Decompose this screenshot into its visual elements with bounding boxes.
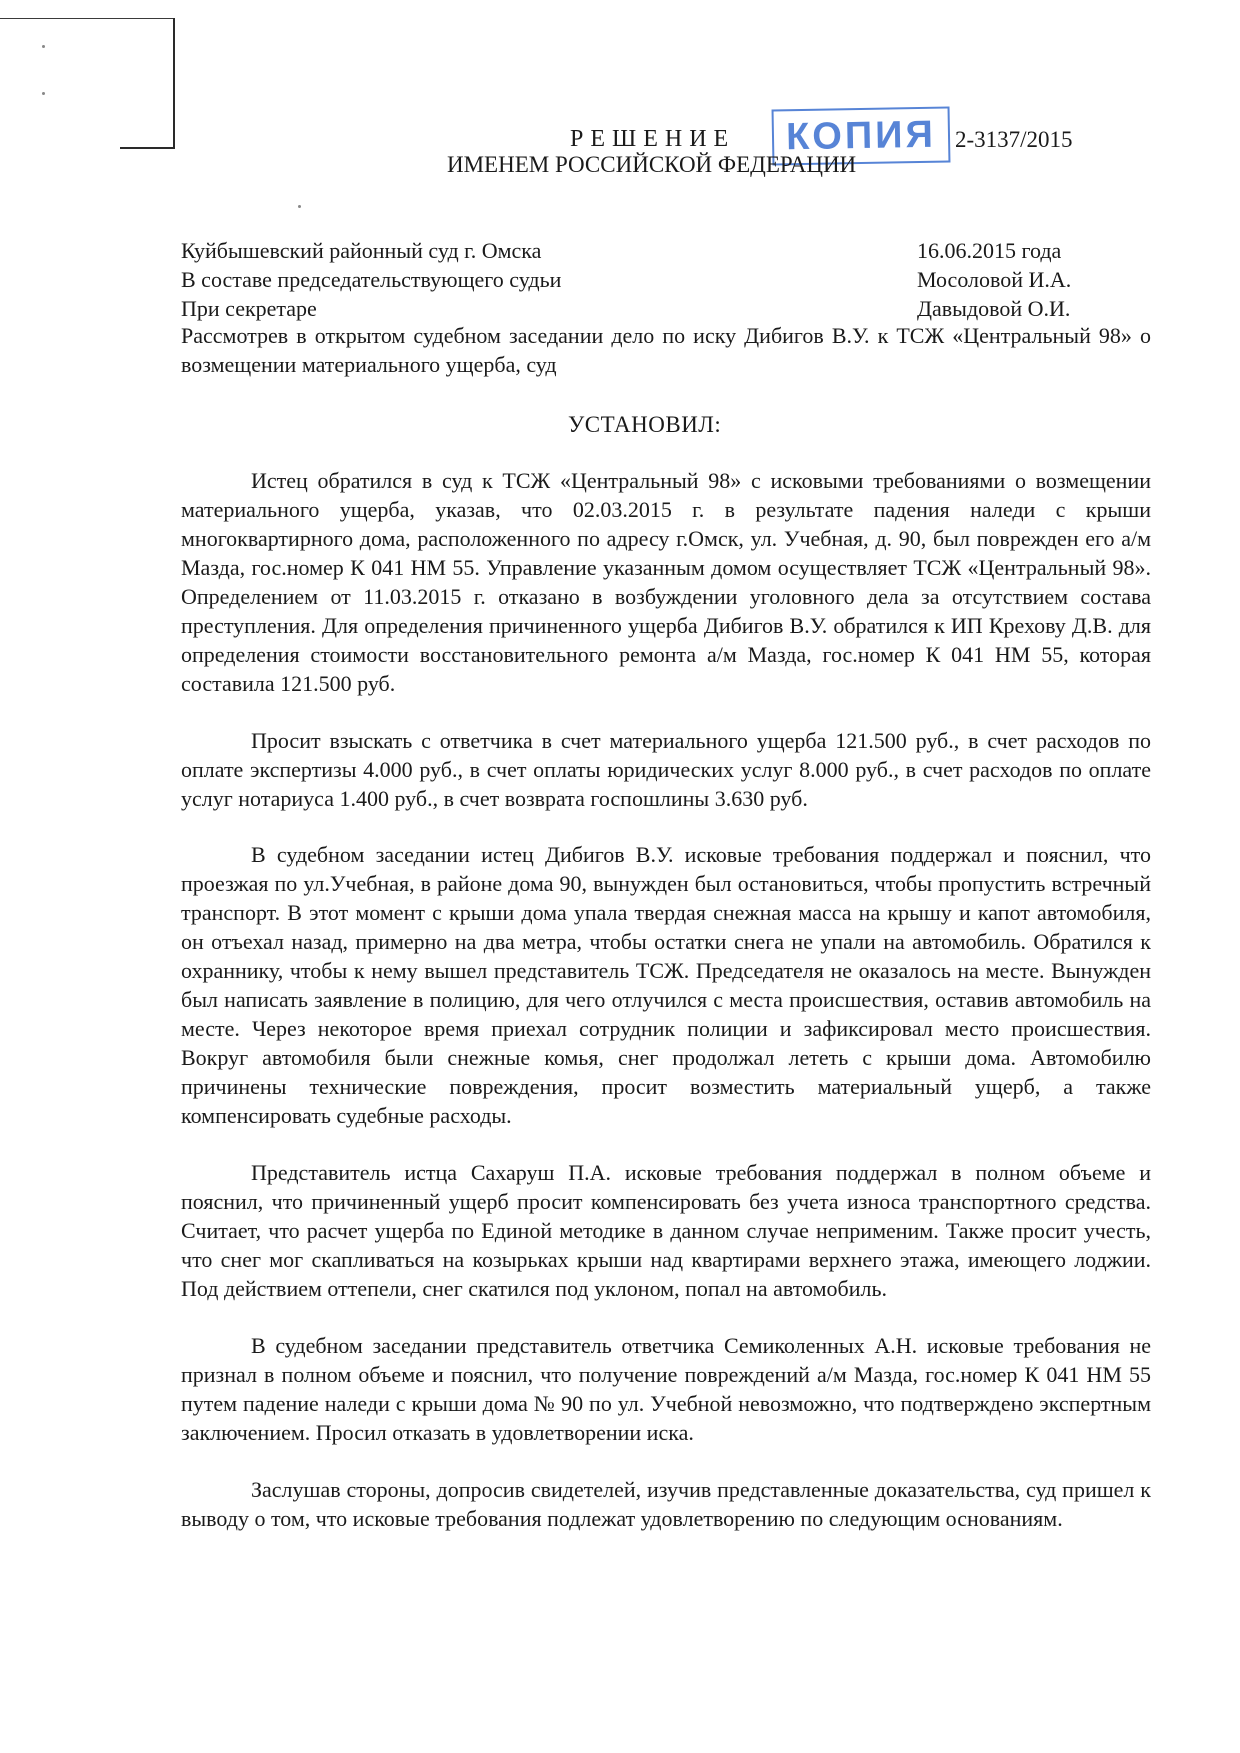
paragraph: Истец обратился в суд к ТСЖ «Центральный 98» с исковыми требованиями о возмещении материального ущерба, указав, что 02.03.2015 г. в результате падения наледи с крыши многоквартирного дома, расположенного по адресу г.Омск, ул. Учебная, д. 90, был поврежден его а/м Мазда, гос.номер К 041 НМ 55. Управление указанным домом осуществляет ТСЖ «Центральный 98». Определением от 11.03.2015 г. отказано в возбуждении уголовного дела за отсутствием состава преступления. Для определения причиненного ущерба Дибигов В.У. обратился к ИП Крехову Д.В. для определения стоимости восстановительного ремонта а/м Мазда, гос.номер К 041 НМ 55, которая составила 121.500 руб.	[181, 468, 1151, 696]
paragraph: В судебном заседании истец Дибигов В.У. исковые требования поддержал и пояснил, что проезжая по ул.Учебная, в районе дома 90, вынужден был остановиться, чтобы пропустить встречный транспорт. В этот момент с крыши дома упала твердая снежная масса на крышу и капот автомобиля, он отъехал назад, примерно на два метра, чтобы остатки снега не упали на автомобиль. Обратился к охраннику, чтобы к нему вышел представитель ТСЖ. Председателя не оказалось на месте. Вынужден был написать заявление в полицию, для чего отлучился с места происшествия, оставив автомобиль на месте. Через некоторое время приехал сотрудник полиции и зафиксировал место происшествия. Вокруг автомобиля были снежные комья, снег продолжал лететь с крыши дома. Автомобилю причинены технические повреждения, просит возместить материальный ущерб, а также компенсировать судебные расходы.	[181, 842, 1151, 1128]
copy-stamp: КОПИЯ	[772, 106, 951, 165]
paragraph: Просит взыскать с ответчика в счет материального ущерба 121.500 руб., в счет расходов по оплате экспертизы 4.000 руб., в счет оплаты юридических услуг 8.000 руб., в счет расходов по оплате услуг нотариуса 1.400 руб., в счет возврата госпошлины 3.630 руб.	[181, 728, 1151, 811]
paragraph: Заслушав стороны, допросив свидетелей, изучив представленные доказательства, суд пришел к выводу о том, что исковые требования подлежат удовлетворению по следующим основаниям.	[181, 1477, 1151, 1531]
decision-date: 16.06.2015 года	[917, 238, 1062, 263]
scan-artifact-dot	[298, 205, 301, 208]
scan-artifact-line	[120, 147, 175, 149]
judge-name: Мосоловой И.А.	[917, 267, 1072, 292]
paragraph: В судебном заседании представитель ответчика Семиколенных А.Н. исковые требования не признал в полном объеме и пояснил, что получение повреждений а/м Мазда, гос.номер К 041 НМ 55 путем падение наледи с крыши дома № 90 по ул. Учебной невозможно, что подтверждено экспертным заключением. Просил отказать в удовлетворении иска.	[181, 1333, 1151, 1445]
scan-artifact-line	[173, 18, 175, 148]
secretary-label: При секретаре	[181, 296, 317, 321]
scan-artifact-dot	[42, 92, 45, 95]
paragraph: Представитель истца Сахаруш П.А. исковые требования поддержал в полном объеме и пояснил, что причиненный ущерб просит компенсировать без учета износа транспортного средства. Считает, что расчет ущерба по Единой методике в данном случае неприменим. Также просит учесть, что снег мог скапливаться на козырьках крыши над квартирами верхнего этажа, имеющего лоджии. Под действием оттепели, снег скатился под уклоном, попал на автомобиль.	[181, 1160, 1151, 1301]
section-heading: УСТАНОВИЛ:	[568, 412, 722, 437]
case-number: 2-3137/2015	[955, 127, 1073, 152]
document-subtitle: ИМЕНЕМ РОССИЙСКОЙ ФЕДЕРАЦИИ	[447, 152, 857, 177]
case-intro: Рассмотрев в открытом судебном заседании дело по иску Дибигов В.У. к ТСЖ «Центральный 98» о возмещении материального ущерба, суд	[181, 323, 1151, 377]
document-title: РЕШЕНИЕ	[570, 126, 736, 152]
secretary-name: Давыдовой О.И.	[917, 296, 1071, 321]
court-name: Куйбышевский районный суд г. Омска	[181, 238, 542, 263]
judge-label: В составе председательствующего судьи	[181, 267, 562, 292]
scan-artifact-line	[0, 18, 175, 19]
scan-artifact-dot	[42, 45, 45, 48]
